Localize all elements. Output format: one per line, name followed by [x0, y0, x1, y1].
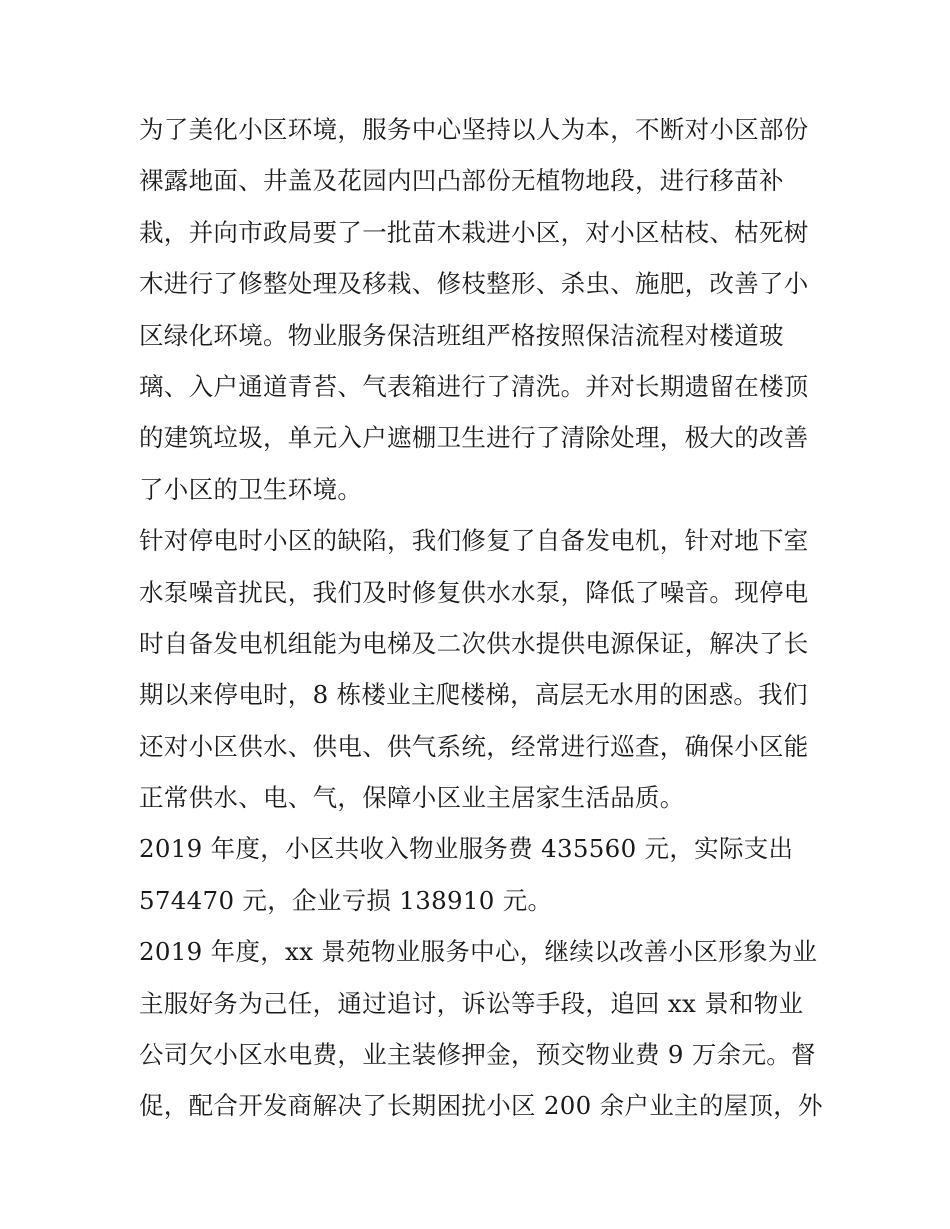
text-line: 璃、入户通道青苔、气表箱进行了清洗。并对长期遗留在楼顶 [139, 371, 809, 401]
text-line: 为了美化小区环境，服务中心坚持以人为本，不断对小区部份 [139, 115, 809, 144]
text-line: 期以来停电时，8 栋楼业主爬楼梯，高层无水用的困惑。我们 [139, 680, 808, 710]
text-line: 还对小区供水、供电、供气系统，经常进行巡查，确保小区能 [139, 731, 809, 761]
text-line: 正常供水、电、气，保障小区业主居家生活品质。 [139, 783, 685, 813]
text-line: 时自备发电机组能为电梯及二次供水提供电源保证，解决了长 [139, 628, 809, 658]
document-body [139, 104, 823, 1132]
text-line: 木进行了修整处理及移栽、修枝整形、杀虫、施肥，改善了小 [139, 269, 809, 299]
text-line: 水泵噪音扰民，我们及时修复供水水泵，降低了噪音。现停电 [139, 577, 809, 607]
text-line: 的建筑垃圾，单元入户遮棚卫生进行了清除处理，极大的改善 [139, 423, 809, 453]
text-line: 2019 年度，xx 景苑物业服务中心，继续以改善小区形象为业 [139, 937, 818, 967]
text-line: 主服好务为己任，通过追讨，诉讼等手段，追回 xx 景和物业 [139, 988, 804, 1018]
text-line: 2019 年度，小区共收入物业服务费 435560 元，实际支出 [139, 834, 794, 864]
text-line: 公司欠小区水电费，业主装修押金，预交物业费 9 万余元。督 [139, 1040, 816, 1070]
text-line: 促，配合开发商解决了长期困扰小区 200 余户业主的屋顶，外 [139, 1091, 823, 1121]
text-line: 了小区的卫生环境。 [139, 474, 363, 504]
text-line: 574470 元，企业亏损 138910 元。 [139, 885, 553, 915]
text-line: 区绿化环境。物业服务保洁班组严格按照保洁流程对楼道玻 [139, 320, 784, 350]
text-line: 裸露地面、井盖及花园内凹凸部份无植物地段，进行移苗补 [139, 166, 784, 196]
text-line: 针对停电时小区的缺陷，我们修复了自备发电机，针对地下室 [139, 526, 809, 556]
text-line: 栽，并向市政局要了一批苗木栽进小区，对小区枯枝、枯死树 [139, 217, 809, 247]
